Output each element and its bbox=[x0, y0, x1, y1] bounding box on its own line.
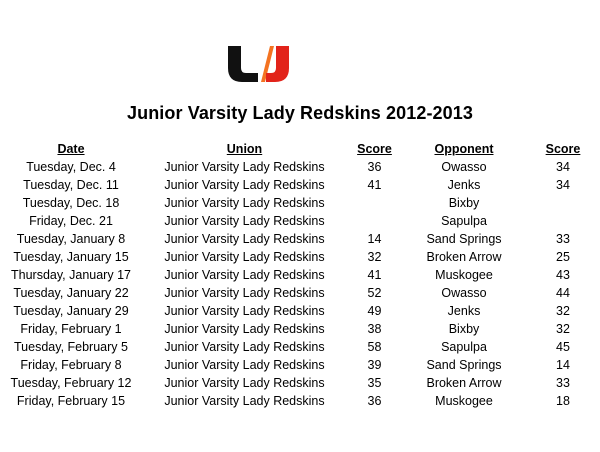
union-cell: Junior Varsity Lady Redskins bbox=[164, 322, 325, 336]
date-cell: Tuesday, Dec. 18 bbox=[22, 196, 120, 210]
date-cell: Friday, February 8 bbox=[20, 358, 122, 372]
date-cell: Friday, Dec. 21 bbox=[29, 214, 113, 228]
opponent-score-cell: 25 bbox=[556, 250, 570, 264]
opponent-score-cell: 32 bbox=[556, 322, 570, 336]
table-row bbox=[0, 302, 600, 320]
opponent-cell: Sapulpa bbox=[441, 214, 487, 228]
union-cell: Junior Varsity Lady Redskins bbox=[164, 250, 325, 264]
union-score-cell: 39 bbox=[367, 358, 382, 372]
opponent-cell: Muskogee bbox=[435, 394, 493, 408]
table-row bbox=[0, 320, 600, 338]
opponent-cell: Sapulpa bbox=[441, 340, 487, 354]
opponent-score-cell: 34 bbox=[556, 160, 570, 174]
union-score-cell: 41 bbox=[367, 178, 382, 192]
page-title: Junior Varsity Lady Redskins 2012-2013 bbox=[127, 103, 473, 123]
table-header-row bbox=[0, 140, 600, 158]
table-row bbox=[0, 374, 600, 392]
union-score-cell bbox=[347, 194, 402, 212]
union-cell: Junior Varsity Lady Redskins bbox=[164, 358, 325, 372]
opponent-cell: Jenks bbox=[447, 304, 481, 318]
column-header-date: Date bbox=[57, 142, 85, 156]
opponent-score-cell: 14 bbox=[556, 358, 570, 372]
union-score-cell: 58 bbox=[367, 340, 382, 354]
date-cell: Tuesday, January 29 bbox=[13, 304, 129, 318]
logo-left-half bbox=[228, 46, 258, 82]
column-header-union-score: Score bbox=[357, 142, 392, 156]
date-cell: Tuesday, January 15 bbox=[13, 250, 129, 264]
opponent-cell: Broken Arrow bbox=[426, 376, 502, 390]
opponent-score-cell: 18 bbox=[556, 394, 570, 408]
opponent-cell: Owasso bbox=[441, 286, 487, 300]
table-row bbox=[0, 230, 600, 248]
opponent-score-cell: 33 bbox=[556, 376, 570, 390]
union-cell: Junior Varsity Lady Redskins bbox=[164, 160, 325, 174]
union-score-cell: 35 bbox=[367, 376, 382, 390]
union-score-cell: 52 bbox=[367, 286, 382, 300]
opponent-score-cell: 34 bbox=[556, 178, 570, 192]
union-cell: Junior Varsity Lady Redskins bbox=[164, 178, 325, 192]
union-score-cell bbox=[347, 212, 402, 230]
table-row bbox=[0, 356, 600, 374]
column-header-union: Union bbox=[226, 142, 263, 156]
table-row bbox=[0, 284, 600, 302]
schedule-body bbox=[0, 158, 600, 410]
date-cell: Tuesday, February 5 bbox=[14, 340, 128, 354]
date-cell: Friday, February 15 bbox=[16, 394, 126, 408]
union-cell: Junior Varsity Lady Redskins bbox=[164, 340, 325, 354]
union-score-cell: 36 bbox=[367, 394, 382, 408]
union-score-cell: 49 bbox=[367, 304, 382, 318]
table-row bbox=[0, 176, 600, 194]
table-row bbox=[0, 338, 600, 356]
date-cell: Tuesday, Dec. 4 bbox=[26, 160, 116, 174]
union-score-cell: 36 bbox=[367, 160, 382, 174]
union-score-cell: 32 bbox=[367, 250, 382, 264]
union-cell: Junior Varsity Lady Redskins bbox=[164, 304, 325, 318]
date-cell: Friday, February 1 bbox=[20, 322, 122, 336]
opponent-cell: Bixby bbox=[448, 322, 480, 336]
date-cell: Tuesday, February 12 bbox=[10, 376, 132, 390]
opponent-score-cell bbox=[526, 212, 600, 230]
column-header-opponent: Opponent bbox=[434, 142, 494, 156]
opponent-score-cell: 32 bbox=[556, 304, 570, 318]
union-score-cell: 38 bbox=[367, 322, 382, 336]
opponent-score-cell: 45 bbox=[556, 340, 570, 354]
union-cell: Junior Varsity Lady Redskins bbox=[164, 268, 325, 282]
split-u-logo-icon bbox=[228, 46, 296, 82]
opponent-score-cell: 33 bbox=[556, 232, 570, 246]
union-cell: Junior Varsity Lady Redskins bbox=[164, 196, 325, 210]
table-row bbox=[0, 248, 600, 266]
union-score-cell: 14 bbox=[367, 232, 382, 246]
date-cell: Tuesday, Dec. 11 bbox=[23, 178, 119, 192]
schedule-table bbox=[0, 140, 600, 410]
opponent-cell: Sand Springs bbox=[426, 358, 502, 372]
table-row bbox=[0, 194, 600, 212]
opponent-cell: Muskogee bbox=[435, 268, 493, 282]
date-cell: Tuesday, January 8 bbox=[16, 232, 126, 246]
union-cell: Junior Varsity Lady Redskins bbox=[164, 376, 325, 390]
union-cell: Junior Varsity Lady Redskins bbox=[164, 394, 325, 408]
table-row bbox=[0, 266, 600, 284]
opponent-cell: Bixby bbox=[448, 196, 480, 210]
table-row bbox=[0, 158, 600, 176]
table-row bbox=[0, 392, 600, 410]
table-row bbox=[0, 212, 600, 230]
date-cell: Tuesday, January 22 bbox=[13, 286, 129, 300]
union-cell: Junior Varsity Lady Redskins bbox=[164, 286, 325, 300]
opponent-score-cell: 44 bbox=[556, 286, 570, 300]
opponent-score-cell: 43 bbox=[556, 268, 570, 282]
opponent-score-cell bbox=[526, 194, 600, 212]
opponent-cell: Jenks bbox=[447, 178, 481, 192]
opponent-cell: Broken Arrow bbox=[426, 250, 502, 264]
date-cell: Thursday, January 17 bbox=[11, 268, 131, 282]
union-score-cell: 41 bbox=[367, 268, 382, 282]
opponent-cell: Sand Springs bbox=[426, 232, 502, 246]
union-cell: Junior Varsity Lady Redskins bbox=[164, 214, 325, 228]
union-cell: Junior Varsity Lady Redskins bbox=[164, 232, 325, 246]
opponent-cell: Owasso bbox=[441, 160, 487, 174]
column-header-opponent-score: Score bbox=[545, 142, 581, 156]
